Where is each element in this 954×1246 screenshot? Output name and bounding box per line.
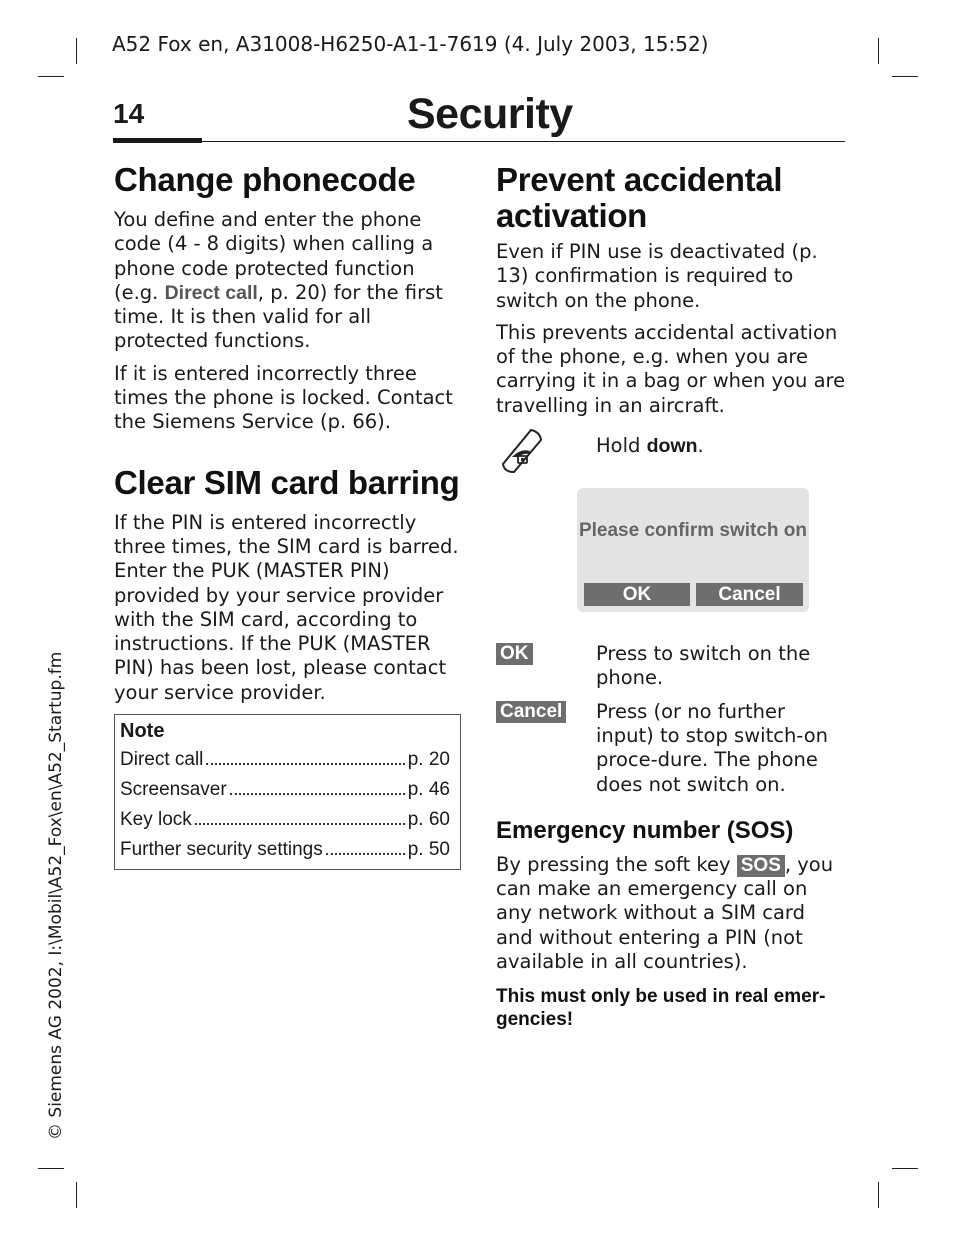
cancel-description: Press (or no further input) to stop switch-on proce-dure. The phone does not switch on.: [596, 699, 828, 796]
note-row: [120, 805, 450, 835]
paragraph: Even if PIN use is deactivated (p. 13) confirmation is required to switch on the phone.: [496, 240, 818, 312]
right-column: [496, 162, 846, 1031]
page-number-bar: [113, 138, 202, 143]
leader-dots: [195, 823, 405, 825]
text: Hold: [596, 434, 647, 458]
crop-mark: [76, 38, 77, 64]
note-page: p. 46: [407, 779, 450, 801]
paragraph: This prevents accidental activation of the phone, e.g. when you are carrying it in a bag or when you are travelling in an aircraft.: [496, 320, 846, 417]
crop-mark: [892, 1168, 918, 1169]
crop-mark: [878, 1182, 879, 1208]
page-title: Security: [407, 90, 573, 138]
leader-dots: [206, 763, 404, 765]
section-heading-clear-sim: Clear SIM card barring: [114, 463, 460, 501]
paragraph: If the PIN is entered incorrectly three times, the SIM card is barred. Enter the PUK (MASTER PIN) provided by your service provider with the SIM card, according to instructions. If the PUK (MASTER PIN) has been lost, please contact your service provider.: [114, 510, 459, 704]
note-row: [120, 835, 450, 865]
cancel-softkey: Cancel: [496, 701, 566, 723]
screen-cancel-softkey: Cancel: [696, 583, 803, 606]
section-heading-change-phonecode: Change phonecode: [114, 161, 416, 198]
text: , you can make an emergency call on any network without a SIM card and without entering a PIN (not available in all countries).: [496, 852, 834, 974]
crop-mark: [76, 1182, 77, 1208]
section-heading-prevent-activation: [496, 162, 846, 234]
crop-mark: [38, 1168, 64, 1169]
menu-keyword: Direct call: [164, 281, 258, 304]
note-label: Screensaver: [120, 779, 227, 801]
subheading-sos: Emergency number (SOS): [496, 816, 794, 844]
note-page: p. 50: [407, 839, 450, 861]
end-key-icon-wrap: [496, 426, 596, 478]
phone-screen: [577, 488, 809, 612]
paragraph: [496, 853, 846, 974]
header-rule: [202, 141, 845, 142]
ok-definition: [496, 642, 846, 691]
note-row: [120, 775, 450, 805]
crop-mark: [878, 38, 879, 64]
ok-description: Press to switch on the phone.: [596, 642, 811, 690]
note-page: p. 60: [407, 809, 450, 831]
text: .: [697, 434, 704, 458]
screen-ok-softkey: OK: [584, 583, 690, 606]
heading-line: Prevent accidental: [496, 161, 783, 198]
leader-dots: [230, 793, 405, 795]
paragraph: [114, 208, 460, 354]
key-name: down: [646, 435, 698, 458]
sos-warning: This must only be used in real emer-gencies!: [496, 986, 826, 1031]
left-column: [114, 162, 460, 870]
side-note: © Siemens AG 2002, I:\Mobil\A52_Fox\en\A52_Startup.fm: [46, 651, 66, 1140]
crop-mark: [892, 76, 918, 77]
note-label: Key lock: [120, 809, 192, 831]
end-key-icon: [496, 426, 544, 474]
hold-end-key-row: [496, 426, 846, 478]
ok-softkey: OK: [496, 643, 533, 665]
cancel-definition: [496, 700, 846, 797]
paragraph: If it is entered incorrectly three times the phone is locked. Contact the Siemens Service (p. 66).: [114, 361, 453, 434]
ok-key-wrap: [496, 642, 596, 665]
note-row: [120, 745, 450, 775]
text: , p. 20) for the first time. It is then valid for all protected functions.: [114, 280, 443, 353]
sos-softkey: SOS: [737, 855, 785, 877]
crop-mark: [38, 76, 64, 77]
note-page: p. 20: [407, 749, 450, 771]
header-meta: A52 Fox en, A31008-H6250-A1-1-7619 (4. July 2003, 15:52): [112, 32, 709, 56]
screen-message: Please confirm switch on: [578, 520, 808, 542]
note-label: Further security settings: [120, 839, 323, 861]
heading-line: activation: [496, 197, 648, 234]
page-number: 14: [113, 98, 145, 129]
leader-dots: [326, 853, 405, 855]
text: You define and enter the phone code (4 - 8 digits) when calling a phone code protected function (e.g.: [114, 208, 434, 304]
note-box: [114, 714, 461, 870]
note-title: Note: [120, 720, 165, 743]
hold-instruction: [596, 426, 704, 458]
cancel-key-wrap: [496, 700, 596, 723]
text: By pressing the soft key: [496, 852, 737, 876]
note-label: Direct call: [120, 749, 204, 771]
